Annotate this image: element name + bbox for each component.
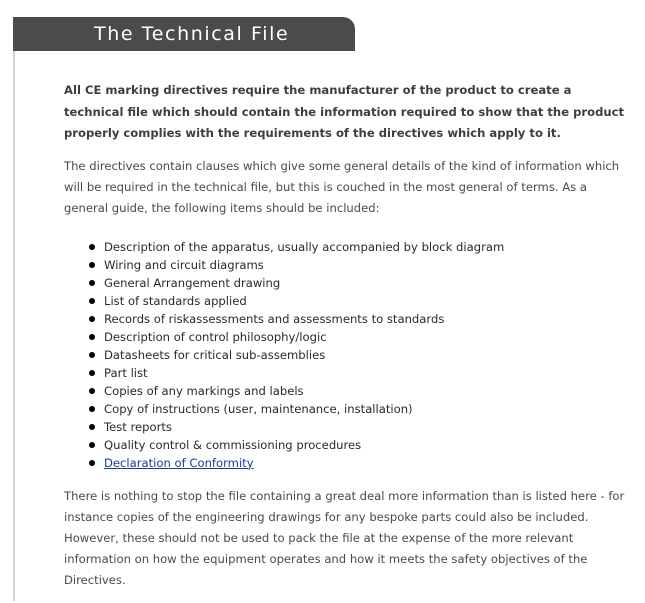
list-item-text: Description of control philosophy/logic: [104, 329, 327, 344]
list-item-text: Quality control & commissioning procedures: [104, 437, 362, 452]
bullet-icon: [89, 316, 95, 322]
list-item: [64, 292, 630, 310]
list-item: [64, 418, 630, 436]
list-item: [64, 328, 630, 346]
list-item: [64, 382, 630, 400]
list-item-text: Datasheets for critical sub-assemblies: [104, 347, 326, 362]
bullet-icon: [89, 262, 95, 268]
bullet-icon: [89, 460, 95, 466]
list-item-text: General Arrangement drawing: [104, 275, 281, 290]
list-item: [64, 400, 630, 418]
bullet-icon: [89, 280, 95, 286]
bullet-icon: [89, 370, 95, 376]
bullet-icon: [89, 334, 95, 340]
intro-paragraph: All CE marking directives require the manufacturer of the product to create a technical file which should contain the information required to show that the product properly complies with the requirements of the directives which apply to it.: [64, 83, 625, 140]
section-title-bar: [13, 17, 355, 51]
list-item-text: Description of the apparatus, usually accompanied by block diagram: [104, 239, 505, 254]
bullet-icon: [89, 388, 95, 394]
technical-file-items-list: [64, 238, 630, 472]
bullet-icon: [89, 406, 95, 412]
list-item-text: List of standards applied: [104, 293, 247, 308]
declaration-of-conformity-link[interactable]: Declaration of Conformity: [104, 455, 254, 470]
page-title: The Technical File: [94, 23, 290, 45]
list-item-text: Test reports: [104, 419, 172, 434]
bullet-icon: [89, 352, 95, 358]
main-content: [64, 80, 630, 603]
bullet-icon: [89, 424, 95, 430]
list-item-text: Part list: [104, 365, 148, 380]
left-border-rule: [13, 17, 15, 601]
directives-paragraph: The directives contain clauses which give some general details of the kind of information which will be required in the technical file, but this is couched in the most general of terms. As a general guide, the following items should be included:: [64, 158, 620, 215]
list-item: [64, 454, 630, 472]
bullet-icon: [89, 442, 95, 448]
list-item: [64, 310, 630, 328]
list-item-text: Copies of any markings and labels: [104, 383, 304, 398]
list-item: [64, 346, 630, 364]
list-item-text: Copy of instructions (user, maintenance, installation): [104, 401, 413, 416]
bullet-icon: [89, 244, 95, 250]
bullet-icon: [89, 298, 95, 304]
list-item-text: Records of riskassessments and assessments to standards: [104, 311, 445, 326]
list-item: [64, 436, 630, 454]
list-item: [64, 238, 630, 256]
list-item: [64, 364, 630, 382]
list-item-text: Wiring and circuit diagrams: [104, 257, 264, 272]
list-item: [64, 256, 630, 274]
closing-paragraph: There is nothing to stop the file containing a great deal more information than is listed here - for instance copies of the engineering drawings for any bespoke parts could also be included. However, these should not be used to pack the file at the expense of the more relevant information on how the equipment operates and how it meets the safety objectives of the Directives.: [64, 488, 625, 587]
list-item: [64, 274, 630, 292]
